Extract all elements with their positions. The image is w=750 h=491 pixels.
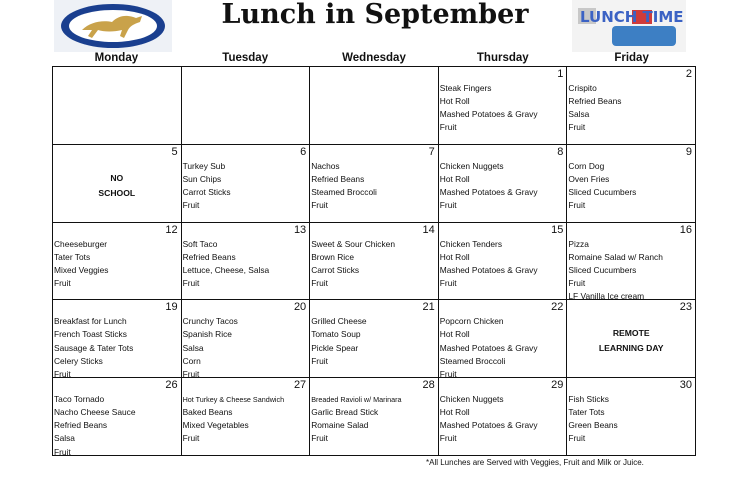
mustang-icon — [54, 0, 172, 52]
menu-item: Chicken Tenders — [439, 238, 503, 249]
menu-item: Romaine Salad — [311, 420, 369, 431]
menu-item: Fruit — [439, 277, 457, 288]
menu-list — [183, 238, 309, 290]
menu-item: Refried Beans — [311, 173, 365, 184]
menu-item: Mixed Veggies — [54, 264, 109, 275]
footer-note: *All Lunches are Served with Veggies, Fruit and Milk or Juice. — [426, 458, 644, 467]
menu-item: Corn — [182, 355, 201, 366]
menu-item: Fruit — [182, 368, 200, 379]
calendar-day — [53, 223, 182, 301]
menu-list — [183, 160, 309, 212]
calendar-day — [182, 145, 311, 223]
calendar-day — [310, 67, 439, 145]
calendar-day — [310, 378, 439, 456]
calendar-grid — [52, 66, 696, 456]
calendar-day — [182, 300, 311, 378]
calendar-day — [310, 300, 439, 378]
menu-item: Breakfast for Lunch — [54, 316, 127, 327]
day-number: 22 — [551, 301, 564, 314]
menu-item: Fruit — [568, 200, 586, 211]
menu-item: Refried Beans — [54, 420, 108, 431]
day-notice — [567, 326, 695, 356]
day-number: 8 — [557, 145, 564, 158]
menu-item: Fruit — [439, 200, 457, 211]
day-number: 28 — [422, 379, 435, 392]
calendar-day — [567, 223, 696, 301]
weekday-header — [52, 50, 696, 66]
calendar-day — [53, 300, 182, 378]
calendar-day — [182, 67, 311, 145]
day-number: 15 — [551, 223, 564, 236]
menu-item: Fish Sticks — [568, 394, 609, 405]
menu-item: Fruit — [311, 355, 328, 366]
menu-list — [568, 82, 694, 134]
day-number: 30 — [679, 379, 692, 392]
day-number: 5 — [171, 145, 178, 158]
menu-item: Fruit — [54, 446, 71, 456]
menu-item: Hot Roll — [439, 251, 470, 262]
menu-item: Salsa — [182, 342, 204, 353]
calendar-day — [439, 67, 568, 145]
menu-item: Sliced Cucumbers — [568, 186, 637, 197]
day-number: 29 — [551, 379, 564, 392]
menu-item: Fruit — [568, 277, 586, 288]
menu-item: Hot Roll — [439, 173, 470, 184]
menu-item: Lettuce, Cheese, Salsa — [182, 264, 270, 275]
page-title: Lunch in September — [221, 0, 529, 30]
menu-item: Salsa — [54, 433, 75, 444]
menu-item: Brown Rice — [311, 251, 355, 262]
calendar-day — [439, 223, 568, 301]
menu-item: Popcorn Chicken — [439, 316, 504, 327]
menu-item: Spanish Rice — [182, 329, 232, 340]
menu-item: Garlic Bread Stick — [311, 407, 379, 418]
calendar-day — [53, 378, 182, 456]
menu-item: Fruit — [54, 368, 71, 379]
notice-line: SCHOOL — [98, 187, 136, 198]
day-number: 2 — [685, 68, 692, 80]
day-wednesday: Wednesday — [342, 52, 406, 64]
menu-item: Fruit — [182, 433, 200, 444]
menu-item: Nacho Cheese Sauce — [54, 407, 136, 418]
menu-item: Grilled Cheese — [311, 316, 367, 327]
menu-item: Carrot Sticks — [182, 186, 231, 197]
calendar-day — [310, 223, 439, 301]
calendar-day — [439, 378, 568, 456]
day-thursday: Thursday — [476, 52, 529, 64]
menu-item: Romaine Salad w/ Ranch — [568, 251, 663, 262]
menu-list — [54, 393, 180, 456]
menu-item: Steak Fingers — [439, 83, 492, 93]
lunch-time-logo — [572, 0, 686, 52]
menu-item: Breaded Ravioli w/ Marinara — [311, 395, 402, 405]
menu-item: Mashed Potatoes & Gravy — [439, 342, 538, 353]
menu-item: Mashed Potatoes & Gravy — [439, 186, 538, 197]
day-notice — [53, 171, 181, 201]
menu-list — [311, 238, 437, 290]
menu-item: Fruit — [568, 122, 586, 133]
calendar-day — [567, 300, 696, 378]
menu-item: Fruit — [311, 200, 328, 211]
menu-item: Tater Tots — [54, 251, 91, 262]
menu-item: Crispito — [568, 83, 597, 93]
day-number: 13 — [293, 223, 307, 236]
notice-line: NO — [110, 172, 124, 183]
menu-list — [54, 315, 180, 378]
menu-item: Refried Beans — [182, 251, 236, 262]
calendar-day — [182, 223, 311, 301]
menu-item: Corn Dog — [568, 160, 605, 171]
menu-item: Green Beans — [568, 420, 618, 431]
menu-item: Carrot Sticks — [311, 264, 360, 275]
calendar-day — [439, 145, 568, 223]
menu-item: Fruit — [182, 277, 200, 288]
mustang-logo — [54, 0, 172, 52]
menu-item: Mixed Vegetables — [182, 420, 249, 431]
menu-item: Crunchy Tacos — [182, 316, 238, 327]
menu-item: Sweet & Sour Chicken — [311, 238, 395, 249]
calendar-day — [53, 145, 182, 223]
menu-item: Pickle Spear — [311, 342, 359, 353]
menu-item: Hot Roll — [439, 407, 470, 418]
menu-item: Sliced Cucumbers — [568, 264, 637, 275]
notice-line: REMOTE — [612, 328, 650, 339]
menu-list — [568, 160, 694, 212]
menu-item: Refried Beans — [568, 96, 622, 107]
day-number: 9 — [685, 145, 692, 158]
notice-line: LEARNING DAY — [598, 343, 664, 354]
menu-list — [183, 315, 309, 378]
menu-item: Chicken Nuggets — [439, 160, 504, 171]
menu-item: Fruit — [182, 200, 200, 211]
menu-item: Hot Turkey & Cheese Sandwich — [182, 395, 285, 405]
menu-item: Hot Roll — [439, 329, 470, 340]
menu-item: Fruit — [439, 368, 457, 379]
menu-item: Hot Roll — [439, 96, 470, 107]
calendar-day — [567, 145, 696, 223]
menu-list — [440, 315, 566, 378]
menu-list — [568, 238, 694, 301]
day-number: 16 — [679, 223, 692, 236]
menu-list — [440, 393, 566, 445]
menu-item: Celery Sticks — [54, 355, 103, 366]
menu-item: Sausage & Tater Tots — [54, 342, 134, 353]
day-number: 27 — [293, 379, 307, 392]
menu-item: Mashed Potatoes & Gravy — [439, 109, 538, 120]
menu-list — [568, 393, 694, 445]
day-friday: Friday — [614, 52, 649, 64]
menu-item: Nachos — [311, 160, 340, 171]
calendar-day — [567, 67, 696, 145]
day-number: 26 — [165, 379, 178, 392]
day-number: 7 — [428, 145, 435, 158]
menu-item: Mashed Potatoes & Gravy — [439, 264, 538, 275]
day-number: 19 — [165, 301, 178, 314]
calendar-day — [567, 378, 696, 456]
menu-list — [311, 160, 437, 212]
menu-item: Pizza — [568, 238, 589, 249]
calendar-day — [310, 145, 439, 223]
menu-item: Taco Tornado — [54, 394, 105, 405]
lunch-time-icon — [572, 0, 686, 52]
day-number: 14 — [422, 223, 435, 236]
menu-list — [440, 238, 566, 290]
menu-item: Steamed Broccoli — [311, 186, 377, 197]
menu-item: French Toast Sticks — [54, 329, 127, 340]
menu-list — [440, 160, 566, 212]
menu-item: Fruit — [439, 433, 457, 444]
menu-item: Tomato Soup — [311, 329, 361, 340]
menu-list — [54, 238, 180, 290]
logo-text: LUNCH TIME — [580, 8, 684, 26]
day-number: 1 — [557, 68, 564, 80]
day-number: 12 — [165, 223, 178, 236]
calendar-day — [439, 300, 568, 378]
menu-item: Mashed Potatoes & Gravy — [439, 420, 538, 431]
menu-item: Fruit — [311, 277, 328, 288]
menu-item: LF Vanilla Ice cream — [568, 290, 645, 301]
menu-item: Turkey Sub — [182, 160, 226, 171]
menu-item: Fruit — [311, 433, 328, 444]
menu-item: Chicken Nuggets — [439, 394, 504, 405]
menu-item: Baked Beans — [182, 407, 233, 418]
day-number: 6 — [300, 145, 307, 158]
menu-item: Oven Fries — [568, 173, 610, 184]
menu-item: Soft Taco — [182, 238, 218, 249]
day-tuesday: Tuesday — [222, 52, 269, 64]
menu-list — [183, 393, 309, 445]
menu-item: Tater Tots — [568, 407, 605, 418]
day-number: 21 — [422, 301, 435, 314]
menu-item: Cheeseburger — [54, 238, 108, 249]
calendar-day — [182, 378, 311, 456]
calendar-day — [53, 67, 182, 145]
menu-item: Fruit — [54, 277, 71, 288]
day-number: 20 — [293, 301, 307, 314]
menu-item: Salsa — [568, 109, 590, 120]
day-monday: Monday — [94, 52, 139, 64]
menu-list — [311, 315, 437, 367]
menu-list — [311, 393, 437, 445]
menu-list — [440, 82, 566, 134]
menu-item: Steamed Broccoli — [439, 355, 506, 366]
menu-item: Fruit — [439, 122, 457, 133]
menu-item: Sun Chips — [182, 173, 222, 184]
day-number: 23 — [679, 301, 692, 314]
menu-item: Fruit — [568, 433, 586, 444]
